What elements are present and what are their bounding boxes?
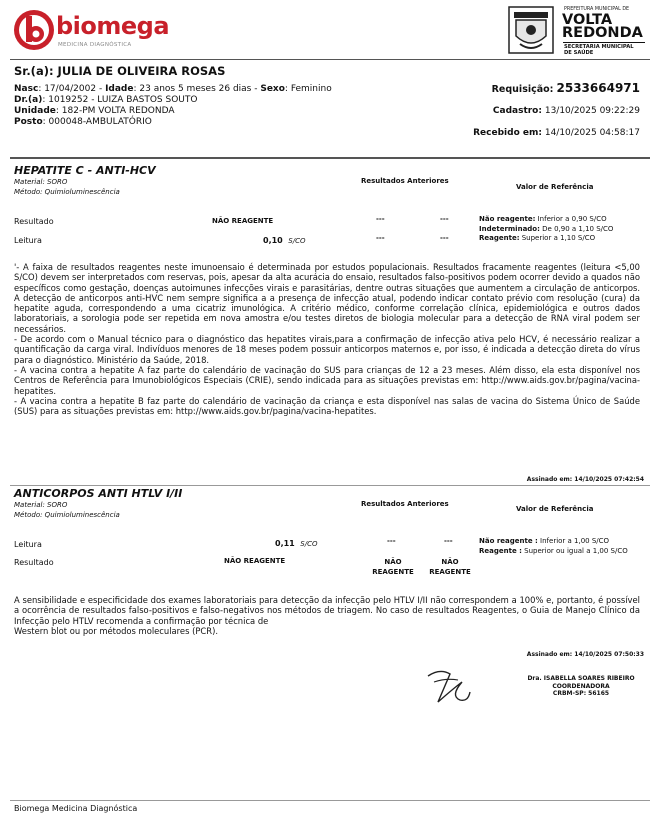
prefeitura-sec1: SECRETARIA MUNICIPAL [564, 44, 634, 50]
recebido-line: Recebido em: 14/10/2025 04:58:17 [473, 128, 640, 138]
prefeitura-city2: REDONDA [562, 25, 643, 41]
patient-doctor-line: Dr.(a): 1019252 - LUIZA BASTOS SOUTO [14, 95, 198, 105]
exam1-method: Método: Quimioluminescência [14, 188, 120, 196]
exam2-note-2: Western blot ou por métodos moleculares (PCR). [14, 625, 219, 636]
exam2-note-1: A sensibilidade e especificidade dos exames laboratoriais para detecção da infecção pelo HTLV I/II não correspondem a 100% e, portanto, é possível a ocorrência de resultados falso-positivos e falso-negativos nos métodos de triagem. No caso de resultados Reagentes, o Guia de Manejo Clínico da Infecção pelo HTLV recomenda a confirmação por técnica de [14, 595, 640, 626]
exam2-ref-header: Valor de Referência [516, 505, 594, 513]
exam1-row2-unit: S/CO [288, 237, 306, 245]
exam2-signed: Assinado em: 14/10/2025 07:50:33 [526, 651, 644, 658]
exam1-row2-label: Leitura [14, 236, 42, 245]
exam2-row2-value: NÃO REAGENTE [224, 557, 286, 565]
prefeitura-city1: VOLTA [562, 12, 613, 28]
exam1-row2-prev2: --- [440, 234, 449, 242]
exam1-note-4: - A vacina contra a hepatite B faz parte do calendário de vacinação da criança e esta disponível nas salas de vacina do Sistema Único de Saúde (SUS) para as situações previstas em: http://www.aids.gov.br/pagina/vacina-hepatites. [14, 395, 640, 417]
signer-role: COORDENADORA [552, 682, 610, 690]
exam1-row2-value: 0,10 [263, 236, 283, 245]
requisition-line: Requisição: 2533664971 [491, 81, 640, 95]
exam1-row2-prev1: --- [376, 234, 385, 242]
exam1-prev-header: Resultados Anteriores [361, 177, 449, 185]
exam1-ref-header: Valor de Referência [516, 183, 594, 191]
signer-name: Dra. ISABELLA SOARES RIBEIRO [527, 675, 635, 682]
patient-unit-line: Unidade: 182-PM VOLTA REDONDA [14, 106, 175, 116]
signature-block [520, 675, 642, 698]
exam2-ref1: Não reagente : Inferior a 1,00 S/CO [479, 537, 610, 545]
exam2-row1-unit: S/CO [300, 540, 318, 548]
patient-name: Sr.(a): JULIA DE OLIVEIRA ROSAS [14, 64, 226, 78]
requisition-number: 2533664971 [556, 81, 640, 95]
handwritten-signature-icon [420, 662, 476, 712]
exam2-prev-header: Resultados Anteriores [361, 500, 449, 508]
biomega-logo [12, 6, 170, 54]
exam1-row2-value-wrap [263, 236, 306, 245]
exam2-row1-prev2: --- [444, 537, 453, 545]
exam2-row1-value: 0,11 [275, 539, 295, 548]
exam2-row1-prev1: --- [387, 537, 396, 545]
prefeitura-logo [508, 6, 650, 56]
exam2-row2-prev1: NÃO REAGENTE [372, 558, 414, 576]
exam1-note-2: - De acordo com o Manual técnico para o diagnóstico das hepatites virais,para a confirmação de infecção ativa pelo HCV, é necessário realizar a quantificação da carga viral. Indivíduos menores de 18 meses podem possuir anticorpos maternos e, por isso, é indicada a detecção direta do vírus para o diagnóstico. Ministério da Saúde, 2018. [14, 334, 640, 365]
exam2-ref2: Reagente : Superior ou igual a 1,00 S/CO [479, 546, 628, 555]
footer-rule [10, 800, 650, 801]
patient-post-line: Posto: 000048-AMBULATÓRIO [14, 117, 152, 127]
exam2-material: Material: SORO [14, 501, 68, 509]
exam2-row2-label: Resultado [14, 558, 54, 567]
prefeitura-sec2: DE SAÚDE [564, 50, 594, 56]
exam1-ref2: Indeterminado: De 0,90 a 1,10 S/CO [479, 224, 614, 233]
exam2-notes [14, 595, 640, 636]
footer-company: Biomega Medicina Diagnóstica [14, 804, 138, 813]
exam1-row1-prev2: --- [440, 215, 449, 223]
exam1-row1-prev1: --- [376, 215, 385, 223]
exam1-note-3: - A vacina contra a hepatite A faz parte do calendário de vacinação do SUS para crianças de 12 a 23 meses. Além disso, ela esta disponível nos Centros de Referência para Imunobiológicos Especiais (CRIE), sendo indicada para as situações previstas em: http://www.aids.gov.br/pagina/vacina-hepatites. [14, 364, 640, 396]
exam1-notes [14, 262, 640, 416]
exam1-rule [10, 485, 650, 486]
biomega-logo-icon [12, 6, 56, 52]
exam2-title: ANTICORPOS ANTI HTLV I/II [14, 487, 183, 500]
exam1-row1-value: NÃO REAGENTE [212, 217, 274, 225]
exam2-method: Método: Quimioluminescência [14, 511, 120, 519]
prefeitura-line1: PREFEITURA MUNICIPAL DE [564, 7, 630, 12]
exam2-reference [479, 537, 645, 556]
exam1-ref1: Não reagente: Inferior a 0,90 S/CO [479, 215, 607, 223]
cadastro-line: Cadastro: 13/10/2025 09:22:29 [492, 106, 640, 116]
exam2-row1-value-wrap [275, 539, 318, 548]
patient-rule [10, 157, 650, 159]
prefeitura-divider [563, 42, 645, 43]
brand-name: biomega [56, 12, 170, 40]
exam1-row1-label: Resultado [14, 217, 54, 226]
brand-tagline: MEDICINA DIAGNÓSTICA [58, 42, 132, 48]
signer-crbm: CRBM-SP: 56165 [552, 690, 610, 697]
exam2-row1-label: Leitura [14, 540, 42, 549]
exam1-reference [479, 215, 645, 244]
exam1-title: HEPATITE C - ANTI-HCV [14, 164, 156, 177]
exam1-note-1: '- A faixa de resultados reagentes neste imunoensaio é determinada por estudos populacionais. Resultados fracamente reagentes (leitura <5,00 S/CO) devem ser interpretados com reservas, pois, apesar da alta acurácia do ensaio, resultados falso-positivos podem ocorrer devido a quados não específicos como gestação, doenças autoimunes infecções virais e parasitárias, dentre outras situações que aumentem a circulação de anticorpos. A detecção de anticorpos anti-HVC nem sempre significa a a presença de infecção atual, podendo indicar contato prévio com resolução (cura) da hepatite aguda, correspondendo a uma cicatriz imunológica. A critério médico, conforme correlação clínica, epidemiológica e outros dados laboratoriais, a sorologia pode ser repetida em nova amostra e/ou testes diretos de biologia molecular para a detecção de RNA viral podem ser necessários. [14, 262, 640, 334]
patient-birth-line: Nasc: 17/04/2002 - Idade: 23 anos 5 meses 26 dias - Sexo: Feminino [14, 84, 332, 94]
exam1-ref3: Reagente: Superior a 1,10 S/CO [479, 234, 596, 242]
exam1-signed: Assinado em: 14/10/2025 07:42:54 [526, 476, 644, 483]
exam1-material: Material: SORO [14, 178, 68, 186]
exam2-row2-prev2: NÃO REAGENTE [429, 558, 471, 576]
header-rule [10, 59, 650, 60]
city-crest-icon [508, 6, 554, 54]
